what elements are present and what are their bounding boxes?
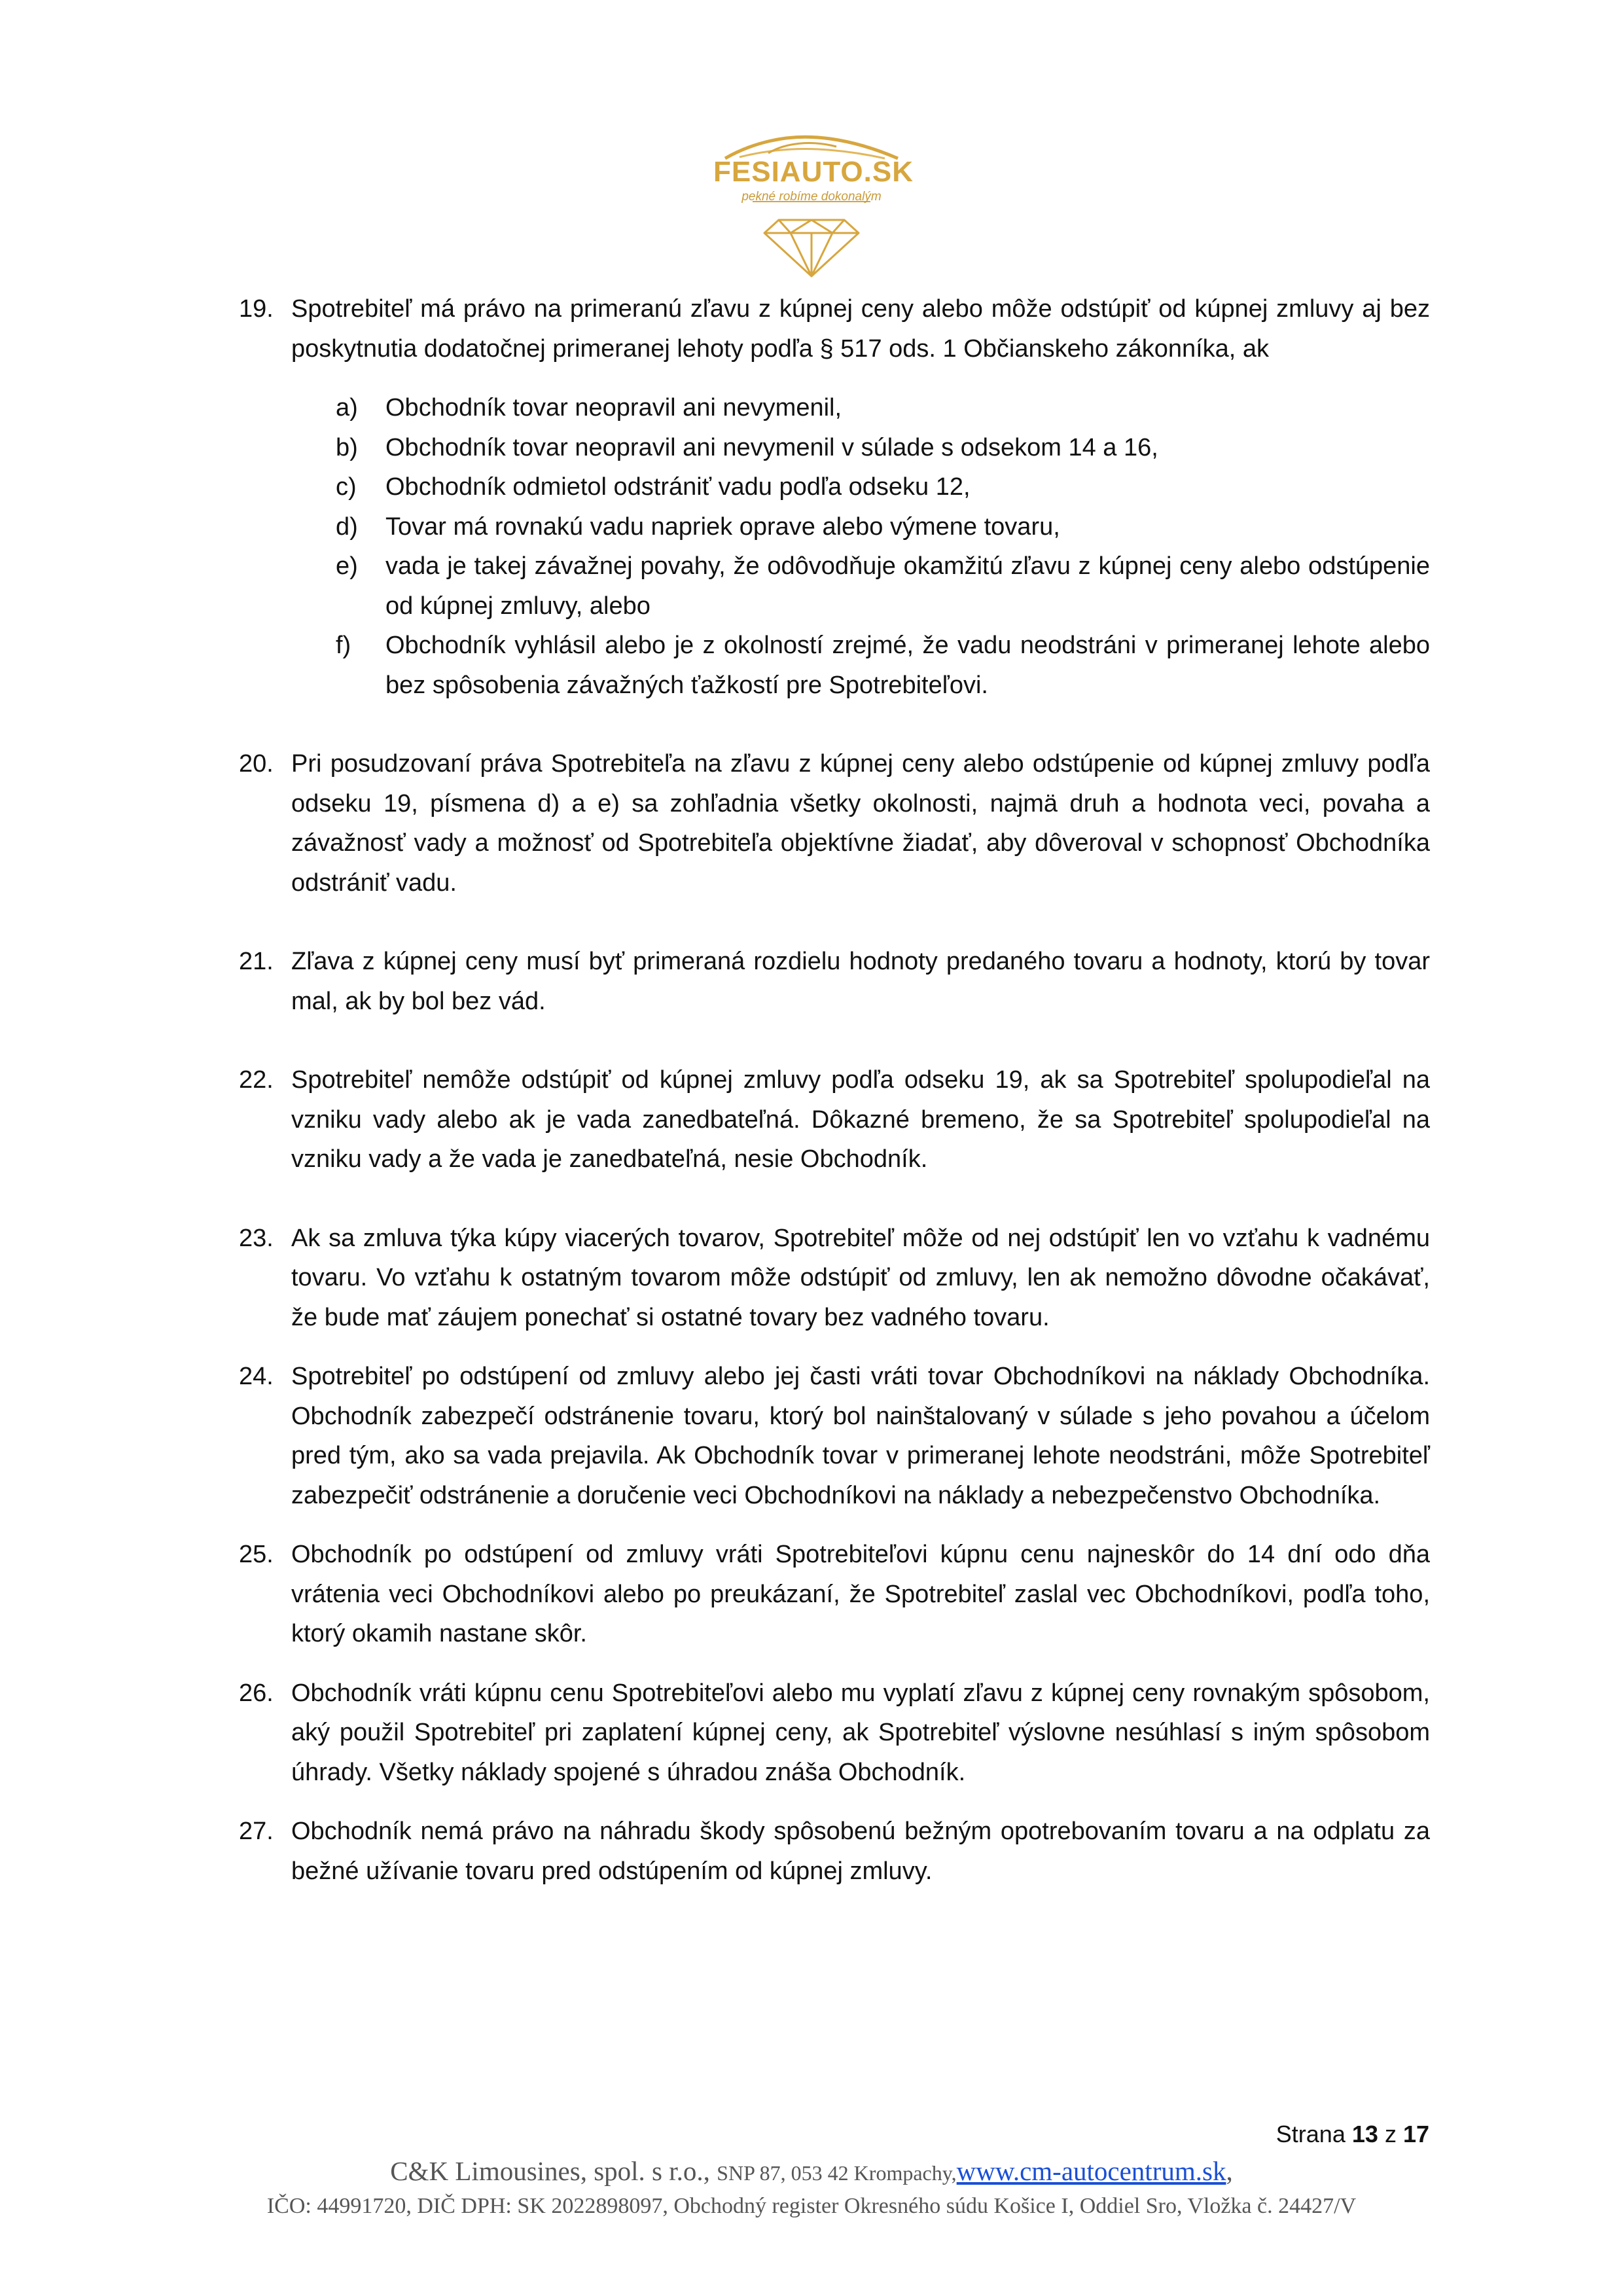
paragraph-19-list — [336, 388, 1430, 705]
paragraph-number: 27. — [239, 1818, 274, 1845]
paragraph-27 — [239, 1812, 1430, 1891]
paragraph-text: Ak sa zmluva týka kúpy viacerých tovarov, Spotrebiteľ môže od nej odstúpiť len vo vzťahu k vadnému tovaru. Vo vzťahu k ostatným tovarom môže odstúpiť od zmluvy, len ak nemožno dôvodne očakávať, že bude mať záujem ponechať si ostatné tovary bez vadného tovaru. — [291, 1224, 1430, 1331]
paragraph-20 — [239, 744, 1430, 903]
list-item — [336, 388, 1430, 428]
paragraph-text: Pri posudzovaní práva Spotrebiteľa na zľavu z kúpnej ceny alebo odstúpenie od kúpnej zmluvy podľa odseku 19, písmena d) a e) sa zohľadnia všetky okolnosti, najmä druh a hodnota veci, povaha a závažnosť vady a možnosť od Spotrebiteľa objektívne žiadať, aby dôveroval v schopnosť Obchodníka odstrániť vadu. — [291, 750, 1430, 897]
paragraph-26 — [239, 1674, 1430, 1793]
paragraph-number: 22. — [239, 1066, 274, 1094]
paragraph-text: Spotrebiteľ má právo na primeranú zľavu z kúpnej ceny alebo môže odstúpiť od kúpnej zmluvy aj bez poskytnutia dodatočnej primeranej lehoty podľa § 517 ods. 1 Občianskeho zákonníka, ak — [291, 295, 1430, 363]
paragraph-24 — [239, 1357, 1430, 1515]
paragraph-number: 21. — [239, 948, 274, 975]
paragraph-number: 23. — [239, 1224, 274, 1252]
footer-address: SNP 87, 053 42 Krompachy, — [717, 2161, 957, 2185]
page-total: 17 — [1402, 2121, 1429, 2147]
paragraph-number: 26. — [239, 1679, 274, 1707]
paragraph-number: 24. — [239, 1363, 274, 1390]
paragraph-number: 20. — [239, 750, 274, 778]
list-item-letter: b) — [336, 433, 358, 461]
list-item — [336, 547, 1430, 626]
page-label: Strana — [1275, 2121, 1346, 2147]
list-item-text: Obchodník tovar neopravil ani nevymenil, — [385, 394, 842, 422]
paragraph-23 — [239, 1219, 1430, 1338]
footer-website-link[interactable]: www.cm-autocentrum.sk — [956, 2156, 1226, 2186]
list-item-text: Obchodník tovar neopravil ani nevymenil v súlade s odsekom 14 a 16, — [385, 433, 1158, 461]
footer-comma: , — [1226, 2156, 1233, 2186]
list-item-letter: c) — [336, 473, 357, 501]
list-item-letter: e) — [336, 552, 358, 580]
document-body — [239, 289, 1430, 1930]
list-item — [336, 626, 1430, 705]
paragraph-text: Obchodník po odstúpení od zmluvy vráti Spotrebiteľovi kúpnu cenu najneskôr do 14 dní odo dňa vrátenia veci Obchodníkovi alebo po preukázaní, že Spotrebiteľ zaslal vec Obchodníkovi, podľa toho, ktorý okamih nastane skôr. — [291, 1541, 1430, 1647]
list-item — [336, 507, 1430, 547]
footer-company-line — [0, 2155, 1623, 2187]
list-item-letter: d) — [336, 512, 358, 541]
paragraph-text: Obchodník nemá právo na náhradu škody spôsobenú bežným opotrebovaním tovaru a na odplatu za bežné užívanie tovaru pred odstúpením od kúpnej zmluvy. — [291, 1818, 1430, 1885]
list-item-text: Obchodník vyhlásil alebo je z okolností zrejmé, že vadu neodstráni v primeranej lehote alebo bez spôsobenia závažných ťažkostí pre Spotrebiteľovi. — [385, 632, 1430, 699]
brand-logo — [713, 124, 914, 281]
paragraph-25 — [239, 1535, 1430, 1654]
logo-slogan: pekné robíme dokonalým — [741, 190, 882, 204]
footer-company: C&K Limousines, spol. s r.o., — [390, 2156, 710, 2186]
list-item-letter: a) — [336, 394, 358, 422]
list-item-text: Tovar má rovnakú vadu napriek oprave alebo výmene tovaru, — [385, 512, 1060, 541]
paragraph-number: 25. — [239, 1541, 274, 1568]
logo-brand-name: FESIAUTO.SK — [713, 156, 914, 188]
paragraph-number: 19. — [239, 295, 274, 323]
paragraph-22 — [239, 1060, 1430, 1179]
footer-registry-line: IČO: 44991720, DIČ DPH: SK 2022898097, Obchodný register Okresného súdu Košice I, Oddiel Sro, Vložka č. 24427/V — [266, 2194, 1357, 2218]
list-item-text: Obchodník odmietol odstrániť vadu podľa odseku 12, — [385, 473, 971, 501]
page-separator: z — [1384, 2121, 1397, 2147]
page-current: 13 — [1351, 2121, 1378, 2147]
paragraph-text: Zľava z kúpnej ceny musí byť primeraná rozdielu hodnoty predaného tovaru a hodnoty, ktorú by tovar mal, ak by bol bez vád. — [291, 948, 1430, 1015]
paragraph-21 — [239, 942, 1430, 1021]
list-item — [336, 428, 1430, 468]
paragraph-text: Spotrebiteľ nemôže odstúpiť od kúpnej zmluvy podľa odseku 19, ak sa Spotrebiteľ spolupodieľal na vzniku vady alebo ak je vada zanedbateľná. Dôkazné bremeno, že sa Spotrebiteľ spolupodieľal na vzniku vady a že vada je zanedbateľná, nesie Obchodník. — [291, 1066, 1430, 1173]
paragraph-text: Spotrebiteľ po odstúpení od zmluvy alebo jej časti vráti tovar Obchodníkovi na náklady Obchodníka. Obchodník zabezpečí odstránenie tovaru, ktorý bol nainštalovaný v súlade s jeho povahou a účelom pred tým, ako sa vada prejavila. Ak Obchodník tovar v primeranej lehote neodstráni, môže Spotrebiteľ zabezpečiť odstránenie a doručenie veci Obchodníkovi na náklady a nebezpečenstvo Obchodníka. — [291, 1363, 1430, 1509]
page-number — [1276, 2121, 1429, 2148]
list-item-letter: f) — [336, 632, 351, 659]
list-item — [336, 467, 1430, 507]
list-item-text: vada je takej závažnej povahy, že odôvodňuje okamžitú zľavu z kúpnej ceny alebo odstúpenie od kúpnej zmluvy, alebo — [385, 552, 1430, 620]
paragraph-text: Obchodník vráti kúpnu cenu Spotrebiteľovi alebo mu vyplatí zľavu z kúpnej ceny rovnakým spôsobom, aký použil Spotrebiteľ pri zaplatení kúpnej ceny, ak Spotrebiteľ výslovne nesúhlasí s iným spôsobom úhrady. Všetky náklady spojené s úhradou znáša Obchodník. — [291, 1679, 1430, 1786]
paragraph-19 — [239, 289, 1430, 368]
